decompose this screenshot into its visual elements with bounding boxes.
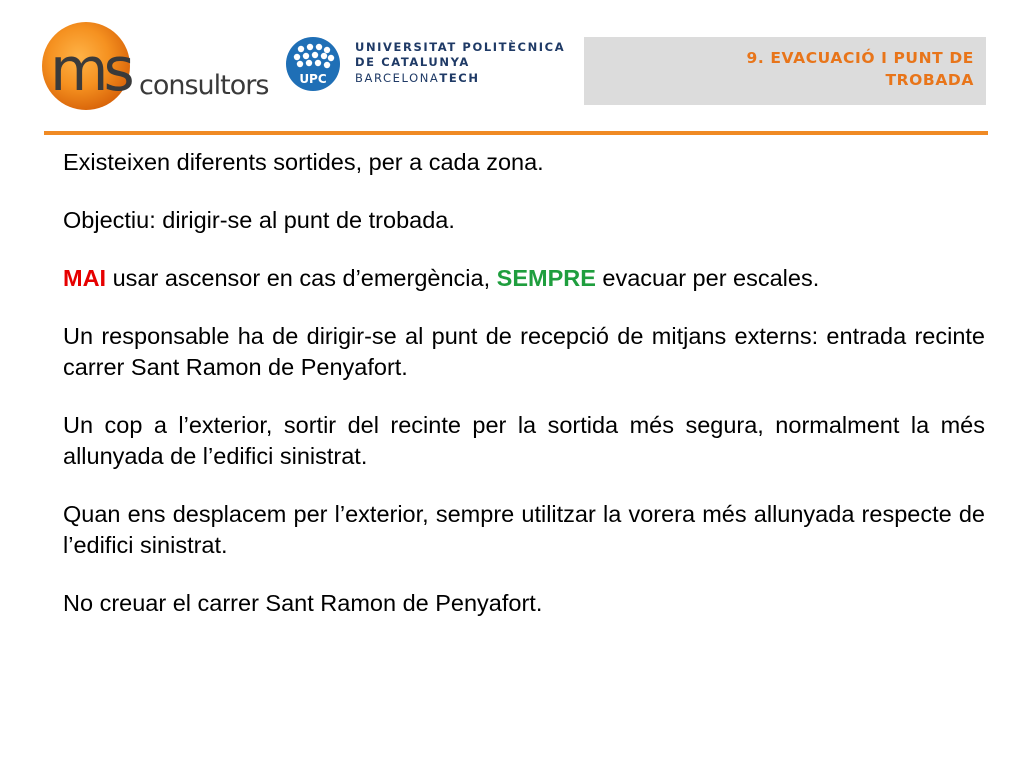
upc-line3-part1: BARCELONA [355,71,440,85]
slide-title-line2: TROBADA [885,71,974,89]
paragraph-exits: Existeixen diferents sortides, per a cada zona. [63,149,544,175]
header-divider [44,131,988,135]
upc-logo [285,36,575,96]
upc-badge-text: UPC [299,72,327,86]
upc-emblem-icon [285,36,345,96]
paragraph-objective: Objectiu: dirigir-se al punt de trobada. [63,207,455,233]
upc-name-line2: DE CATALUNYA [355,55,470,69]
ms-logo-letters: ms [50,35,130,105]
paragraph-exterior-exit: Un cop a l’exterior, sortir del recinte per la sortida més segura, normalment la més allunyada de l’edifici sinistrat. [63,412,985,469]
ms-consultors-logo [40,20,280,115]
paragraph-elevator-warning [63,263,985,294]
elevator-text-part1: usar ascensor en cas d’emergència, [106,265,497,291]
upc-name-line3 [355,73,480,85]
never-emphasis: MAI [63,265,107,291]
ms-logo-word: consultors [139,70,269,101]
upc-name-line1: UNIVERSITAT POLITÈCNICA [355,40,566,54]
paragraph-sidewalk: Quan ens desplacem per l’exterior, sempre utilitzar la vorera més allunyada respecte de l’edifici sinistrat. [63,501,985,558]
slide-body [63,147,985,646]
paragraph-responsible: Un responsable ha de dirigir-se al punt de recepció de mitjans externs: entrada recinte carrer Sant Ramon de Penyafort. [63,323,985,380]
slide-title [584,37,986,105]
paragraph-no-crossing: No creuar el carrer Sant Ramon de Penyafort. [63,590,543,616]
always-emphasis: SEMPRE [496,265,596,291]
upc-line3-part2: TECH [439,71,480,85]
elevator-text-part2: evacuar per escales. [595,265,820,291]
slide-title-line1: 9. EVACUACIÓ I PUNT DE [746,49,974,67]
